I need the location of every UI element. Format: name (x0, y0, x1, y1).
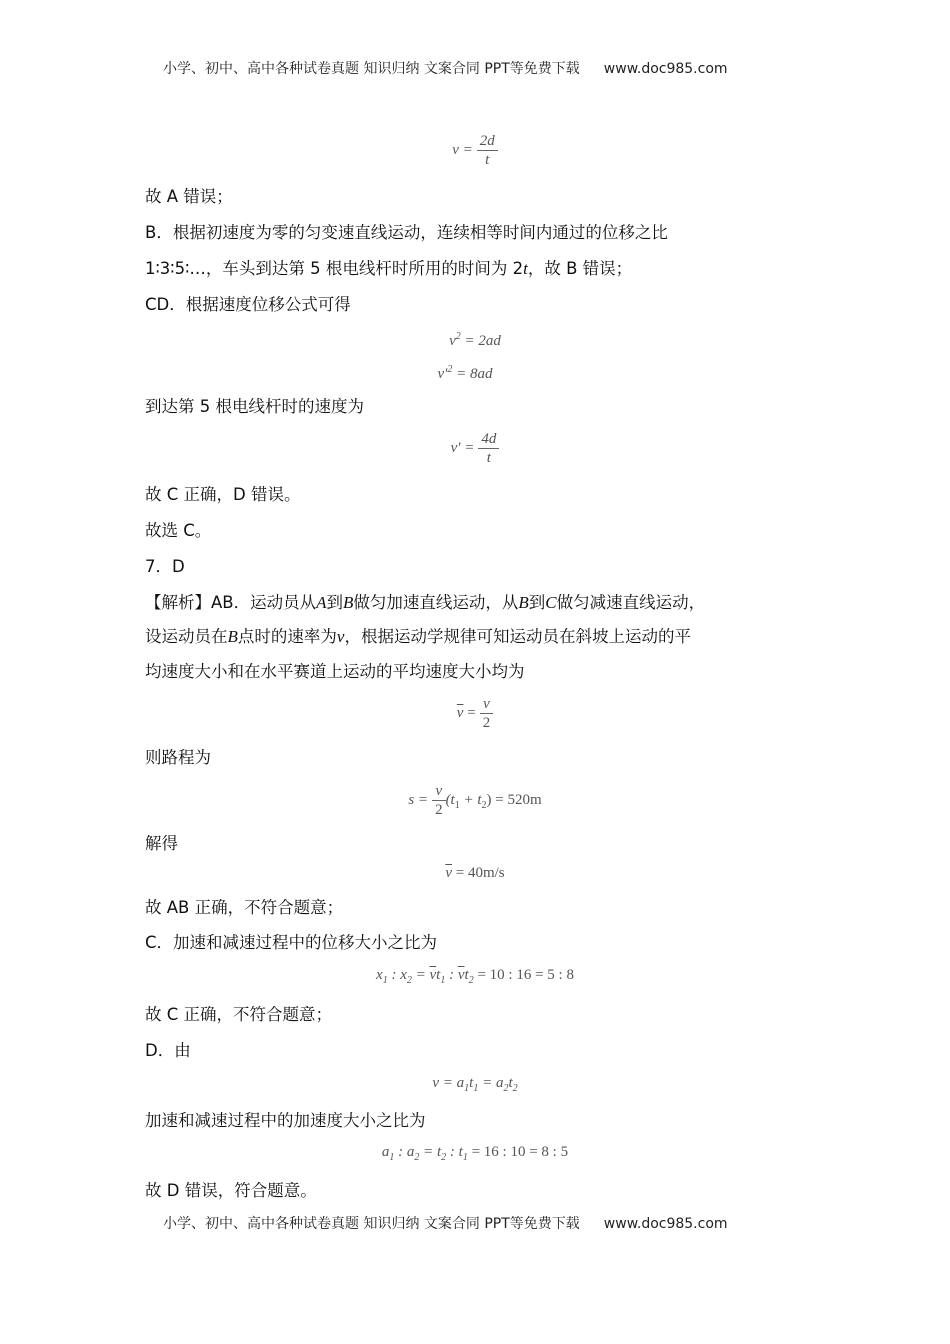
text-line (145, 258, 632, 280)
t: = 40m/s (452, 865, 505, 881)
t: 2 (468, 975, 474, 986)
denominator: 2 (482, 715, 491, 731)
numerator: v (480, 695, 494, 714)
denominator: 2 (435, 802, 443, 818)
formula-v-at (0, 1075, 950, 1094)
denominator: t (485, 152, 490, 168)
t: ) = 520m (486, 791, 542, 808)
text-line: 故 D 错误，符合题意。 (145, 1181, 317, 1200)
formula-v2 (0, 331, 950, 350)
text-line: 则路程为 (145, 748, 211, 767)
text-line: 故 A 错误； (145, 187, 233, 206)
t: t (464, 967, 469, 983)
text-line: 加速和减速过程中的加速度大小之比为 (145, 1111, 426, 1130)
lhs: v = (452, 141, 473, 158)
t: s = (408, 791, 429, 808)
v: v (336, 627, 345, 646)
formula-v-2d-t (0, 132, 950, 169)
t: : t (446, 1144, 463, 1160)
numerator: v (432, 782, 446, 801)
t: v' (437, 366, 448, 382)
t: : (445, 967, 458, 983)
v: A (316, 593, 327, 612)
t: 到 (326, 593, 343, 612)
t: 1 (454, 799, 460, 811)
t: t (508, 1075, 513, 1091)
numerator: 4d (478, 430, 499, 449)
text-line: 均速度大小和在水平赛道上运动的平均速度大小均为 (145, 662, 525, 681)
text-line: CD．根据速度位移公式可得 (145, 295, 351, 314)
t: = 8ad (452, 366, 493, 382)
page-header (163, 58, 728, 78)
text-line: 解得 (145, 834, 178, 853)
t: $\overline{v}$ (456, 704, 464, 721)
t: + t (459, 791, 482, 808)
t: = 10 : 16 = 5 : 8 (473, 967, 574, 983)
t: = (411, 967, 430, 983)
t: 2 (447, 364, 453, 375)
t: 2 (441, 1152, 447, 1163)
t: 2 (481, 799, 487, 811)
formula-s (0, 782, 950, 819)
t: 1 (382, 975, 388, 986)
formula-vprime2 (0, 364, 940, 383)
t: $\overline{v}$ (429, 967, 437, 983)
denominator: t (486, 450, 491, 466)
t: v = a (432, 1075, 465, 1091)
header-url: www.doc985.com (603, 61, 728, 77)
formula-vprime-4d-t (0, 430, 950, 467)
t: 2 (512, 1083, 518, 1094)
header-text: 小学、初中、高中各种试卷真题 知识归纳 文案合同 PPT等免费下载 (163, 61, 580, 77)
t: 1 (464, 1083, 470, 1094)
var: t (523, 259, 528, 278)
text-line: 故 AB 正确，不符合题意； (145, 898, 344, 917)
t: 2 (503, 1083, 509, 1094)
t: 做匀减速直线运动， (556, 593, 706, 612)
text-line: C．加速和减速过程中的位移大小之比为 (145, 933, 438, 952)
t: (t (445, 791, 455, 808)
page-footer (163, 1213, 728, 1233)
t: = a (478, 1075, 504, 1091)
v: B (518, 593, 529, 612)
text-line: 故 C 正确，D 错误。 (145, 485, 301, 504)
v: C (545, 593, 557, 612)
t: 1 (473, 1083, 479, 1094)
t: 2 (455, 331, 461, 342)
text: 1∶3∶5∶…，车头到达第 5 根电线杆时所用的时间为 2 (145, 259, 524, 278)
text: ，故 B 错误； (527, 259, 633, 278)
t: 1 (462, 1152, 468, 1163)
t: 1 (440, 975, 446, 986)
t: t (469, 1075, 474, 1091)
text-line: D．由 (145, 1041, 191, 1060)
t: 【解析】AB．运动员从 (145, 593, 317, 612)
t: = 2ad (460, 333, 501, 349)
lhs: v' = (450, 439, 475, 456)
text-line: 7．D (145, 557, 185, 576)
t: a (381, 1144, 390, 1160)
t: $\overline{v}$ (445, 865, 453, 881)
t: 设运动员在 (145, 627, 228, 646)
t: v (449, 333, 456, 349)
t: t (436, 967, 441, 983)
text-line: 到达第 5 根电线杆时的速度为 (145, 397, 364, 416)
t: 1 (389, 1152, 395, 1163)
t: 点时的速率为 (237, 627, 337, 646)
numerator: 2d (477, 132, 498, 151)
text-line: 故选 C。 (145, 521, 212, 540)
t: $\overline{v}$ (457, 967, 465, 983)
v: B (343, 593, 354, 612)
t: 2 (406, 975, 412, 986)
t: : x (387, 967, 407, 983)
formula-x-ratio (0, 967, 950, 986)
formula-vbar-40 (0, 865, 950, 882)
text-line (145, 626, 691, 648)
t: = 16 : 10 = 8 : 5 (467, 1144, 569, 1160)
text-line: 故 C 正确，不符合题意； (145, 1005, 333, 1024)
v: B (227, 627, 238, 646)
text-line (145, 592, 705, 614)
t: 做匀加速直线运动，从 (353, 593, 519, 612)
t: = t (419, 1144, 442, 1160)
footer-url: www.doc985.com (603, 1216, 728, 1232)
footer-text: 小学、初中、高中各种试卷真题 知识归纳 文案合同 PPT等免费下载 (163, 1216, 580, 1232)
t: x (376, 967, 383, 983)
formula-a-ratio (0, 1144, 950, 1163)
formula-vbar (0, 695, 950, 732)
t: = (463, 704, 476, 721)
text-line: B．根据初速度为零的匀变速直线运动，连续相等时间内通过的位移之比 (145, 223, 668, 242)
t: 2 (414, 1152, 420, 1163)
t: : a (394, 1144, 415, 1160)
t: 到 (528, 593, 546, 612)
t: ，根据运动学规律可知运动员在斜坡上运动的平 (344, 627, 691, 646)
